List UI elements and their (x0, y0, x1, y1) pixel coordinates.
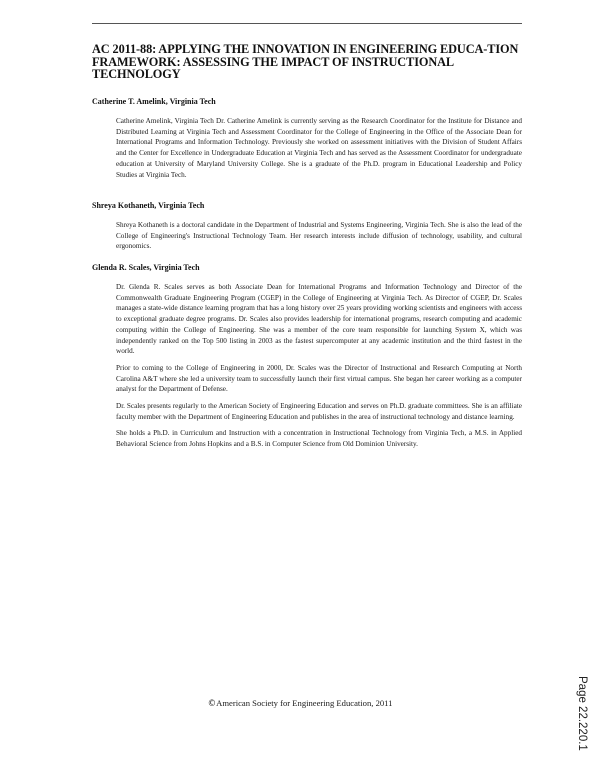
bio-paragraph: She holds a Ph.D. in Curriculum and Instruction with a concentration in Instructional Technology from Virginia Tech, a M.S. in Applied Behavioral Science from Johns Hopkins and a B.S. in Computer Science from Old Dominion University. (116, 429, 522, 449)
author-heading: Shreya Kothaneth, Virginia Tech (92, 201, 205, 210)
copyright-text: American Society for Engineering Education, 2011 (216, 698, 393, 708)
bio-paragraph: Shreya Kothaneth is a doctoral candidate in the Department of Industrial and Systems Engineering, Virginia Tech. She is also the lead of the College of Engineering's Instructional Technology Team. Her research interests include diffusion of technology, usability, and cultural ergonomics. (116, 221, 522, 251)
page-number: Page 22.220.1 (576, 676, 588, 751)
author-section-kothaneth (92, 201, 522, 258)
author-bio (116, 220, 522, 252)
author-heading: Glenda R. Scales, Virginia Tech (92, 263, 200, 272)
bio-paragraph: Prior to coming to the College of Engineering in 2000, Dr. Scales was the Director of Instructional and Research Computing at North Carolina A&T where she led a university team to successfully launch their first virtual campus. She began her career working as a computer analyst for the Department of Defense. (116, 363, 522, 394)
author-bio (116, 282, 522, 450)
author-bio (116, 116, 522, 180)
bio-paragraph: Catherine Amelink, Virginia Tech Dr. Catherine Amelink is currently serving as the Research Coordinator for the Institute for Distance and Distributed Learning at Virginia Tech and Assessment Coordinator for the College of Engineering in the Office of the Associate Dean for International Programs and Information Technology. Previously she worked on assessment initiatives with the Division of Student Affairs and the Center for Excellence in Undergraduate Education at Virginia Tech and has served as the Assessment Coordinator for undergraduate education at University of Maryland University College. She is a graduate of the Ph.D. program in Educational Leadership and Policy Studies at Virginia Tech. (116, 117, 522, 179)
copyright-icon: © (207, 699, 217, 709)
copyright-footer (0, 698, 600, 710)
author-heading: Catherine T. Amelink, Virginia Tech (92, 97, 216, 106)
bio-paragraph: Dr. Glenda R. Scales serves as both Associate Dean for International Programs and Information Technology and Director of the Commonwealth Graduate Engineering Program (CGEP) in the College of Engineering at Virginia Tech. As Director of CGEP, Dr. Scales manages a state-wide distance learning program that has a long history over 25 years providing working scientists and engineers with access to exceptional graduate degree programs. Dr. Scales also provides leadership for international programs, research computing and academic computing within the College of Engineering. She was a member of the core team responsible for launching System X, which was independently ranked on the Top 500 listing in 2003 as the fastest supercomputer at any academic institution and the third fastest in the world. (116, 283, 522, 356)
bio-paragraph: Dr. Scales presents regularly to the American Society of Engineering Education and serves on Ph.D. graduate committees. She is an affiliate faculty member with the Department of Engineering Education and publishes in the area of instructional technology and distance learning. (116, 402, 522, 421)
author-section-scales (92, 263, 522, 456)
top-rule (92, 23, 522, 24)
author-section-amelink (92, 97, 522, 186)
paper-title: AC 2011-88: APPLYING THE INNOVATION IN ENGINEERING EDUCA-TION FRAMEWORK: ASSESSING THE IMPACT OF INSTRUCTIONAL TECHNOLOGY (92, 42, 519, 81)
